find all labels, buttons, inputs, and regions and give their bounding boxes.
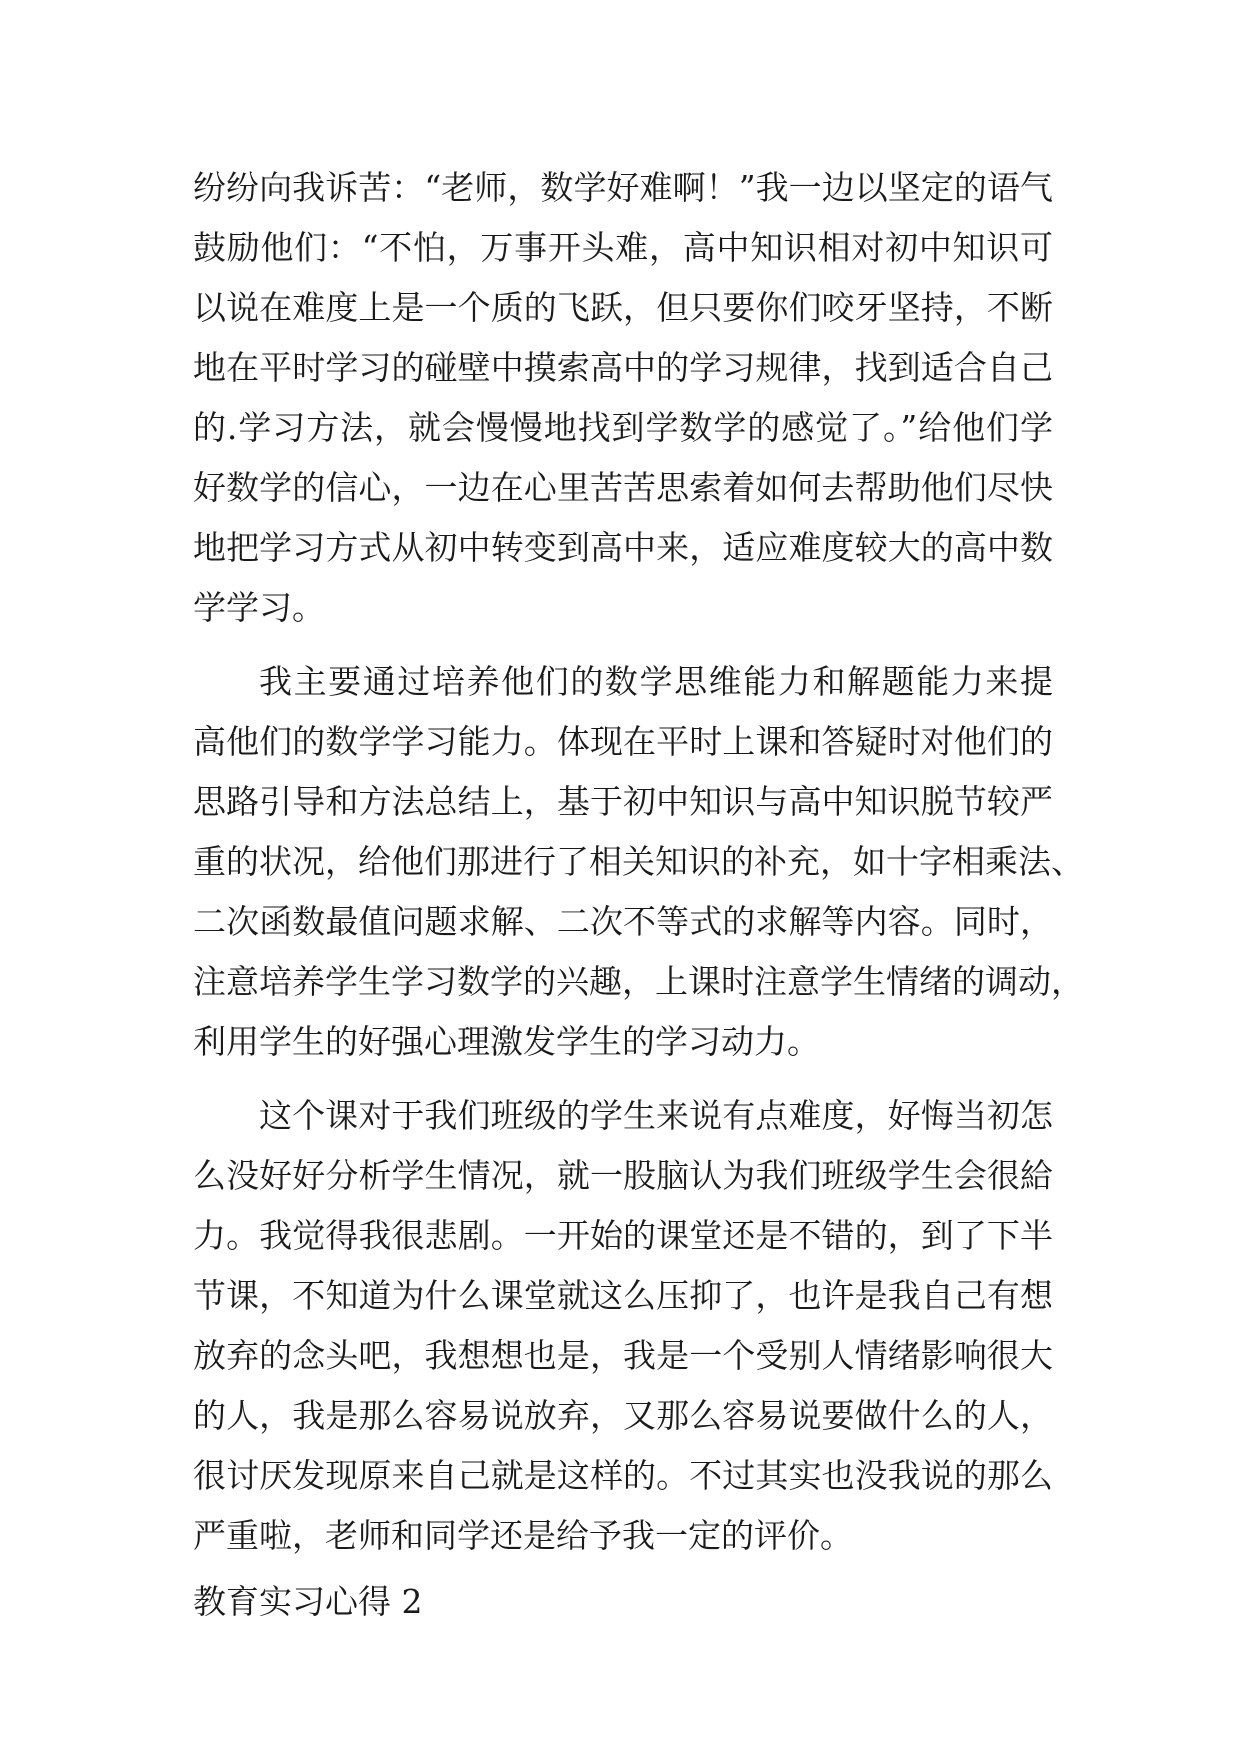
text-line: 以说在难度上是一个质的飞跃，但只要你们咬牙坚持，不断 bbox=[193, 288, 1053, 327]
text-line: 二次函数最值问题求解、二次不等式的求解等内容。同时， bbox=[193, 902, 1053, 941]
text-line: 地把学习方式从初中转变到高中来，适应难度较大的高中数 bbox=[193, 528, 1053, 567]
text-line: 的.学习方法，就会慢慢地找到学数学的感觉了。”给他们学 bbox=[193, 408, 1053, 447]
text-line: 利用学生的好强心理激发学生的学习动力。 bbox=[193, 1022, 820, 1061]
text-line: 好数学的信心，一边在心里苦苦思索着如何去帮助他们尽快 bbox=[193, 468, 1053, 507]
text-line: 很讨厌发现原来自己就是这样的。不过其实也没我说的那么 bbox=[193, 1456, 1053, 1495]
text-line: 放弃的念头吧，我想想也是，我是一个受别人情绪影响很大 bbox=[193, 1336, 1053, 1375]
text-line: 纷纷向我诉苦：“老师，数学好难啊！”我一边以坚定的语气 bbox=[193, 168, 1053, 207]
text-line: 学学习。 bbox=[193, 588, 325, 627]
text-line: 注意培养学生学习数学的兴趣，上课时注意学生情绪的调动， bbox=[193, 962, 1084, 1001]
text-line: 高他们的数学学习能力。体现在平时上课和答疑时对他们的 bbox=[193, 722, 1053, 761]
text-line: 么没好好分析学生情况，就一股脑认为我们班级学生会很給 bbox=[193, 1156, 1053, 1195]
text-line: 这个课对于我们班级的学生来说有点难度，好悔当初怎 bbox=[259, 1096, 1053, 1135]
text-line: 我主要通过培养他们的数学思维能力和解题能力来提 bbox=[259, 662, 1053, 701]
text-line: 鼓励他们：“不怕，万事开头难，高中知识相对初中知识可 bbox=[193, 228, 1053, 267]
text-line: 力。我觉得我很悲剧。一开始的课堂还是不错的，到了下半 bbox=[193, 1216, 1053, 1255]
text-line: 的人，我是那么容易说放弃，又那么容易说要做什么的人， bbox=[193, 1396, 1053, 1435]
section-heading: 教育实习心得 2 bbox=[193, 1582, 423, 1621]
text-line: 严重啦，老师和同学还是给予我一定的评价。 bbox=[193, 1516, 853, 1555]
text-line: 重的状况，给他们那进行了相关知识的补充，如十字相乘法、 bbox=[193, 842, 1084, 881]
paragraph-1 bbox=[193, 158, 1053, 638]
text-line: 思路引导和方法总结上，基于初中知识与高中知识脱节较严 bbox=[193, 782, 1053, 821]
text-line: 地在平时学习的碰壁中摸索高中的学习规律，找到适合自己 bbox=[193, 348, 1053, 387]
text-line: 节课，不知道为什么课堂就这么压抑了，也许是我自己有想 bbox=[193, 1276, 1053, 1315]
paragraph-3 bbox=[193, 1086, 1053, 1566]
document-body bbox=[193, 158, 1084, 1632]
paragraph-2 bbox=[193, 652, 1084, 1072]
